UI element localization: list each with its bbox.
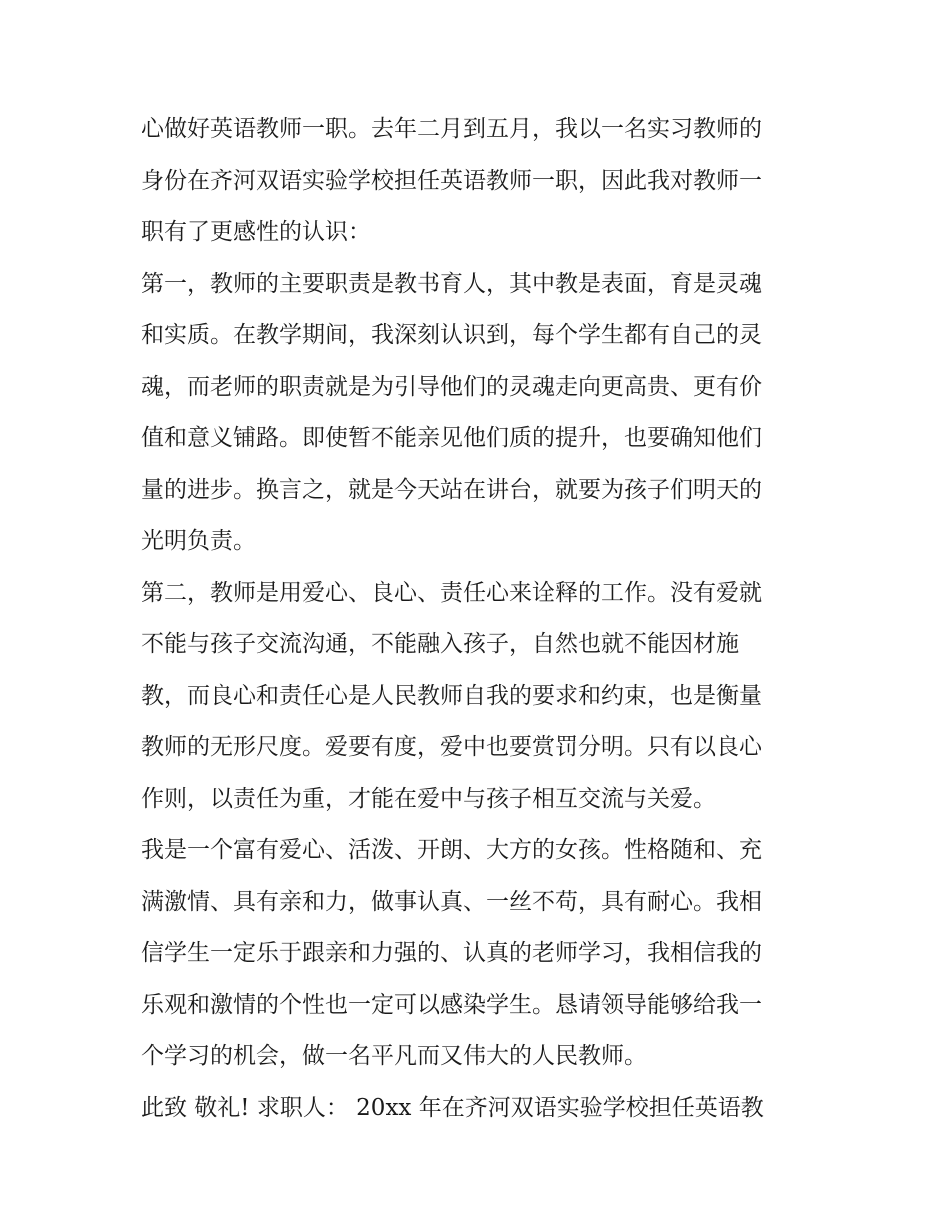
text-line: 教，而良心和责任心是人民教师自我的要求和约束，也是衡量 — [141, 682, 762, 709]
text-line: 乐观和激情的个性也一定可以感染学生。恳请领导能够给我一 — [141, 991, 762, 1018]
text-line: 个学习的机会，做一名平凡而又伟大的人民教师。 — [141, 1043, 647, 1069]
text-line: 我是一个富有爱心、活泼、开朗、大方的女孩。性格随和、充 — [141, 837, 762, 863]
text-line: 满激情、具有亲和力，做事认真、一丝不苟，具有耐心。我相 — [141, 888, 762, 915]
text-line: 量的进步。换言之，就是今天站在讲台，就要为孩子们明天的 — [141, 476, 762, 503]
text-line: 心做好英语教师一职。去年二月到五月，我以一名实习教师的 — [141, 116, 762, 142]
text-line: 身份在齐河双语实验学校担任英语教师一职，因此我对教师一 — [141, 167, 762, 194]
text-line: 第一，教师的主要职责是教书育人，其中教是表面，育是灵魂 — [141, 270, 762, 297]
text-line: 值和意义铺路。即使暂不能亲见他们质的提升，也要确知他们 — [141, 425, 762, 451]
text-line: 此致 敬礼! 求职人： 20xx 年在齐河双语实验学校担任英语教 — [141, 1094, 764, 1121]
text-line: 信学生一定乐于跟亲和力强的、认真的老师学习，我相信我的 — [141, 940, 762, 966]
text-line: 教师的无形尺度。爱要有度，爱中也要赏罚分明。只有以良心 — [141, 734, 762, 760]
body-text — [141, 104, 821, 1134]
text-line: 不能与孩子交流沟通，不能融入孩子，自然也就不能因材施 — [141, 631, 739, 657]
text-line: 职有了更感性的认识： — [141, 219, 371, 245]
text-line: 第二，教师是用爱心、良心、责任心来诠释的工作。没有爱就 — [141, 579, 762, 606]
text-line: 光明负责。 — [141, 528, 256, 554]
text-line: 作则，以责任为重，才能在爱中与孩子相互交流与关爱。 — [141, 785, 716, 812]
text-line: 和实质。在教学期间，我深刻认识到，每个学生都有自己的灵 — [141, 322, 762, 348]
text-line: 魂，而老师的职责就是为引导他们的灵魂走向更高贵、更有价 — [141, 373, 762, 400]
